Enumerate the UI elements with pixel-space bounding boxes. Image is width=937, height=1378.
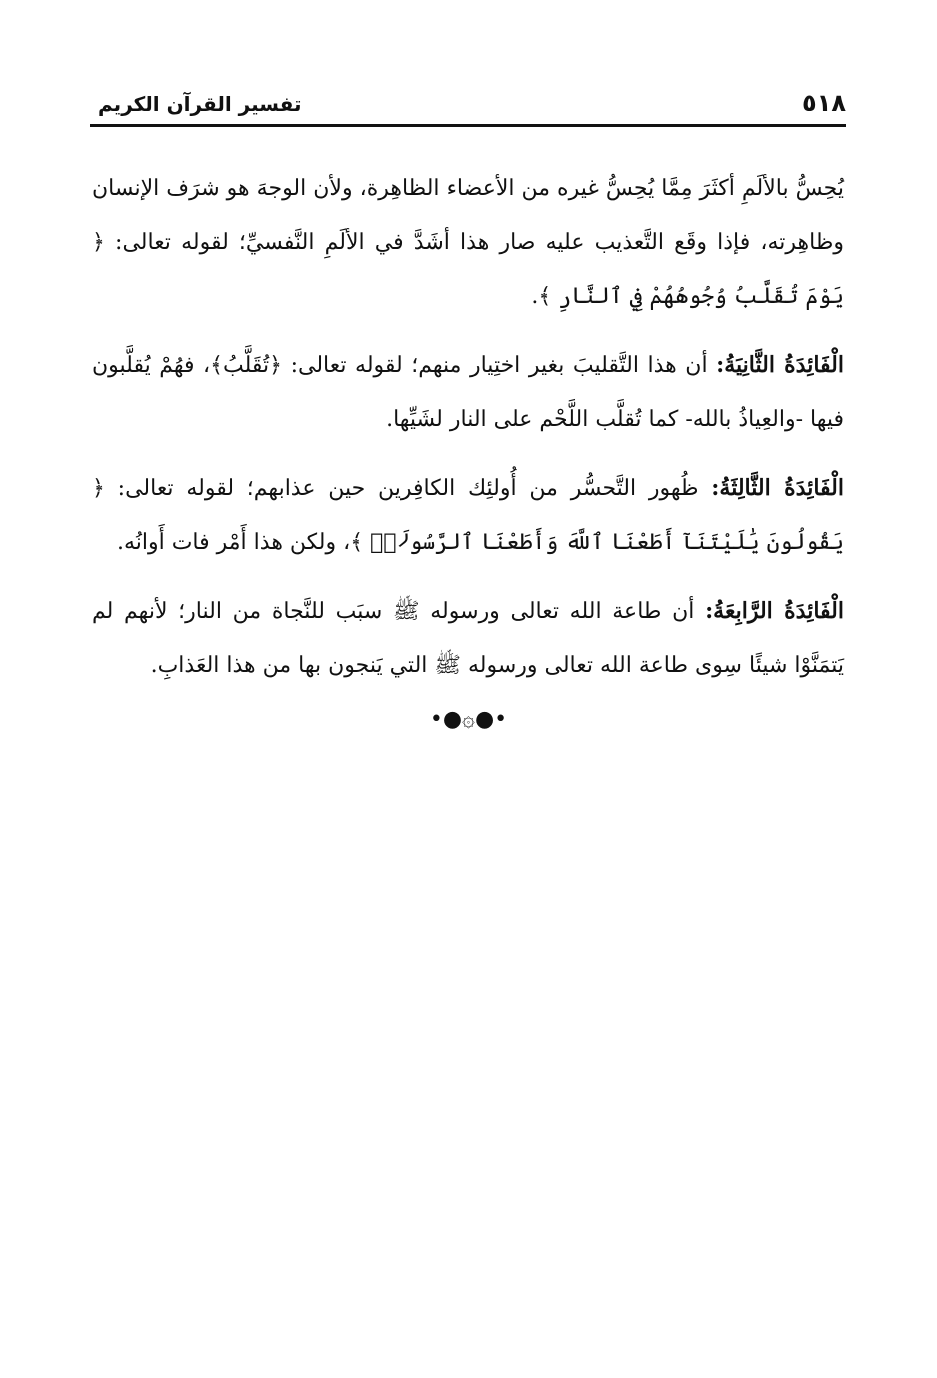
paragraph-lead: الْفَائِدَةُ الثَّانِيَةُ:	[716, 352, 844, 378]
paragraph-text: ، ولكن هذا أَمْر فات أَوانُه.	[116, 530, 351, 555]
paragraph	[92, 461, 844, 570]
header-rule	[90, 124, 846, 127]
page-header	[90, 86, 846, 126]
paragraph-text: ظُهور التَّحسُّر من أُولئِك الكافِرين حين عذابهم؛ لقوله تعالى:	[104, 476, 712, 501]
paragraph-text: أن هذا التَّقليبَ بغير اختِيار منهم؛ لقوله تعالى:	[282, 353, 717, 378]
paragraph-text: ، فهُمْ يُقلَّبون فيها -والعِياذُ بالله- كما تُقلَّب اللَّحْم على النار لشَيِّها.	[92, 353, 844, 432]
paragraph	[92, 338, 844, 447]
body-text	[92, 162, 844, 707]
page-number: ٥١٨	[802, 89, 846, 117]
paragraph-text: أن طاعة الله تعالى ورسوله ﷺ سبَب للنَّجاة من النار؛ لأنهم لم يَتمَنَّوْا شيئًا سِوى طاعة الله تعالى ورسوله ﷺ التي يَنجون بها من هذا العَذابِ.	[92, 599, 844, 678]
quran-verse: ﴿ يَوْمَ تُقَلَّبُ وُجُوهُهُمْ فِي ٱلنَّارِ ﴾	[92, 230, 844, 309]
running-title: تفسير القرآن الكريم	[98, 92, 302, 116]
paragraph	[92, 162, 844, 324]
quran-verse: ﴿ يَقُولُونَ يَٰلَيْتَنَآ أَطَعْنَا ٱللَّهَ وَأَطَعْنَا ٱلرَّسُولَا۠ ﴾	[92, 476, 844, 555]
paragraph-text: يُحِسُّ بالألَمِ أكثَرَ مِمَّا يُحِسُّ غيره من الأعضاء الظاهِرة، ولأن الوجهَ هو شرَف الإنسان وظاهِرته، فإذا وقَع التَّعذيب عليه صار هذا أشَدَّ في الألَمِ النَّفسيِّ؛ لقوله تعالى:	[92, 176, 844, 255]
quran-verse: ﴿تُقَلَّبُ﴾	[210, 353, 283, 378]
paragraph	[92, 584, 844, 693]
paragraph-text: .	[531, 284, 539, 309]
paragraph-lead: الْفَائِدَةُ الرَّابِعَةُ:	[705, 598, 844, 624]
paragraph-lead: الْفَائِدَةُ الثَّالِثَةُ:	[711, 475, 844, 501]
ornament-separator: •●۞●•	[429, 707, 508, 732]
